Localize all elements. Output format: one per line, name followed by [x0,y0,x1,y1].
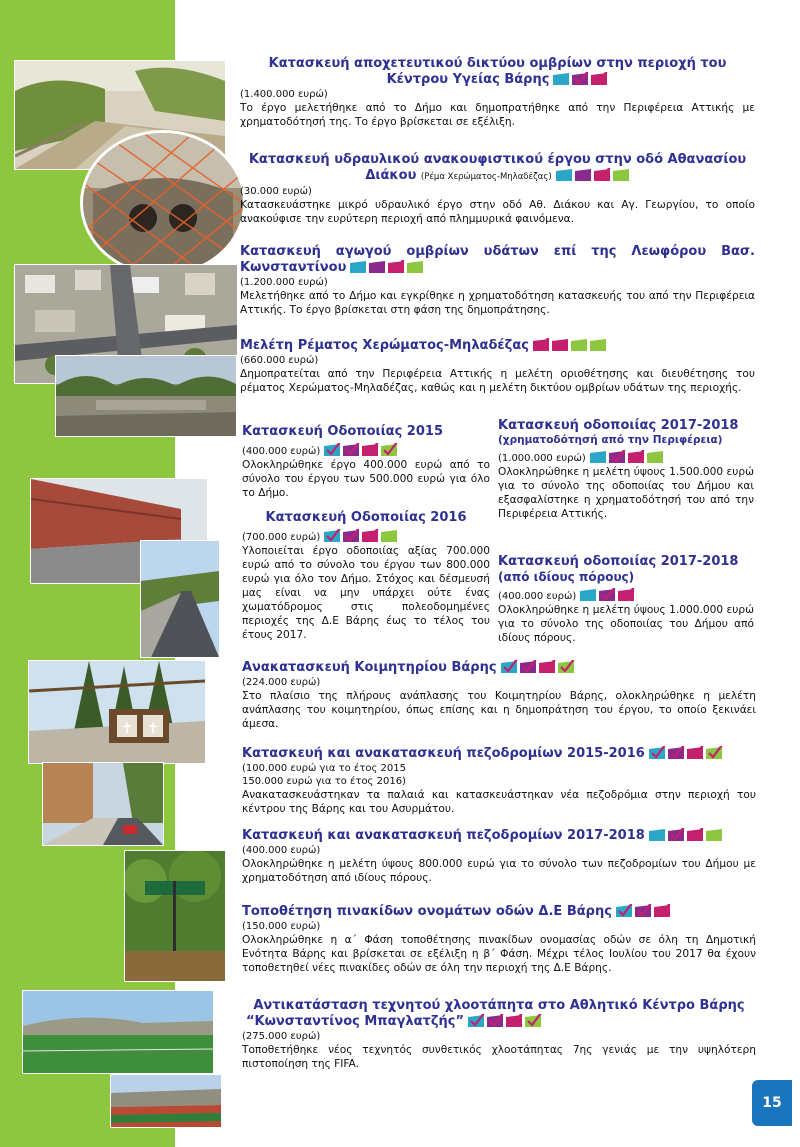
project-title: Κατασκευή αποχετευτικού δικτύου ομβρίων στην περιοχή του Κέντρου Υγείας Βάρης [268,56,727,87]
svg-text:✝: ✝ [147,721,159,737]
project-description: Ολοκληρώθηκε έργο 400.000 ευρώ από το σύνολο του έργου των 500.000 ευρώ για όλο το Δήμο. [242,459,490,499]
project-sidewalks-2017 [242,828,756,885]
status-marks-icon [552,72,608,86]
project-description: Δημοπρατείται από την Περιφέρεια Αττικής η μελέτη οριοθέτησης και διευθέτησης του ρέματος Χερώματος-Μηλαδέζας, καθώς και η μελέτη δικτύου ομβρίων υδάτων της περιοχής. [240,368,755,394]
project-amount: (1.400.000 ευρώ) [240,89,328,100]
project-description: Ολοκληρώθηκε η μελέτη ύψους 1.000.000 ευρώ για το σύνολο της οδοποιίας του Δήμου από ιδίους πόρους. [498,604,754,644]
project-title: Κατασκευή και ανακατασκευή πεζοδρομίων 2017-2018 [242,828,756,844]
project-title: Κατασκευή Οδοποιίας 2016 [265,510,467,525]
project-sidewalks-2015 [242,746,756,816]
project-artificial-turf [242,998,756,1071]
project-title: Αντικατάσταση τεχνητού χλοοτάπητα στο Αθλητικό Κέντρο Βάρης [253,998,745,1013]
status-marks-icon [615,904,671,918]
project-amount: (275.000 ευρώ) [242,1031,321,1042]
project-amount: (1.000.000 ευρώ) [498,450,754,465]
project-title: Κατασκευή οδοποιίας 2017-2018 [498,418,739,433]
project-description: Μελετήθηκε από το Δήμο και εγκρίθηκε η χρηματοδότηση κατασκευής του από την Περιφέρεια Αττικής. Το έργο βρίσκεται στη φάση της δημοπράτησης. [240,290,755,316]
project-title: Μελέτη Ρέματος Χερώματος-Μηλαδέζας [240,338,755,354]
svg-text:✝: ✝ [121,721,133,737]
project-street-signs [242,904,756,975]
photo-street-sign [124,850,226,982]
project-description: Τοποθετήθηκε νέος τεχνητός συνθετικός χλοοτάπητας 7ης γενιάς με την υψηλότερη πιστοποίηση της FIFA. [242,1044,756,1070]
project-amount-2: 150.000 ευρώ για το έτος 2016) [242,776,406,787]
project-title-2: “Κωνσταντίνος Μπαγλατζής” [246,1014,756,1030]
project-roads-2017-own [498,554,754,645]
status-marks-icon [648,746,723,760]
project-storm-sewer-avenue [240,244,755,317]
project-title: Ανακατασκευή Κοιμητηρίου Βάρης [242,660,756,676]
photo-stream-bridge [55,355,237,437]
project-amount: (224.000 ευρώ) [242,677,321,688]
project-description: Υλοποιείται έργο οδοποιίας αξίας 700.000 ευρώ από το σύνολο του έργου των 800.000 ευρώ για όλο τον Δήμο. Στόχος και δέσμευσή μας είναι να μην υπάρχει ούτε ένας χωματόδρομος στις πολεοδομημένες περιοχές της Δ.Ε Βάρης έως το τέλος του έτους 2017. [242,545,490,641]
project-roads-2015 [242,424,490,500]
project-title: Κατασκευή οδοποιίας 2017-2018 [498,554,739,569]
status-marks-icon [579,588,635,602]
status-marks-icon [555,168,630,182]
project-subtitle: (από ιδίους πόρους) [498,570,635,584]
project-title: Κατασκευή Οδοποιίας 2015 [242,424,443,439]
project-title: Κατασκευή και ανακατασκευή πεζοδρομίων 2015-2016 [242,746,756,762]
project-cemetery [242,660,756,731]
project-description: Ολοκληρώθηκε η μελέτη ύψους 800.000 ευρώ για το σύνολο των πεζοδρομίων του Δήμου με χρηματοδότηση από ιδίους πόρους. [242,858,756,884]
project-description: Στο πλαίσιο της πλήρους ανάπλασης του Κοιμητηρίου Βάρης, ολοκληρώθηκε η μελέτη ανάπλασης του κοιμητηρίου, όπως επίσης και η δημοπράτηση του έργου, το οποίο ξεκινάει άμεσα. [242,690,756,730]
status-marks-icon [467,1014,542,1028]
project-subtitle: (χρηματοδότησή από την Περιφέρεια) [498,434,723,446]
project-amount: (30.000 ευρώ) [240,186,312,197]
status-marks-icon [589,450,664,464]
project-stream-study [240,338,755,395]
project-amount: (660.000 ευρώ) [240,355,319,366]
project-description: Ολοκληρώθηκε η μελέτη ύψους 1.500.000 ευρώ για το σύνολο της οδοποιίας του Δήμου και εξασφαλίστηκε η χρηματοδότησή του από την Περιφέρεια Αττικής. [498,466,754,520]
project-description: Ανακατασκευάστηκαν τα παλαιά και κατασκευάστηκαν νέα πεζοδρόμια στην περιοχή του κέντρου της Βάρης και του Ασυρμάτου. [242,789,756,815]
project-description: Ολοκληρώθηκε η α΄ Φάση τοποθέτησης πινακίδων ονομασίας οδών σε όλη τη Δημοτική Ενότητα Βάρης και βρίσκεται σε εξέλιξη η β΄ Φάση. Μέχρι τέλος Ιουλίου του 2017 θα έχουν τοποθετηθεί νέες πινακίδες οδών σε όλη την περιοχή της Δ.Ε Βάρης. [242,934,756,974]
project-subtitle: (Ρέμα Χερώματος-Μηλαδέζας) [420,172,552,182]
status-marks-icon [349,260,424,274]
project-amount: (400.000 ευρώ) [242,443,490,458]
project-roads-2017-region [498,418,754,521]
project-amount: (400.000 ευρώ) [498,588,754,603]
project-title: Τοποθέτηση πινακίδων ονομάτων οδών Δ.Ε Βάρης [242,904,756,920]
project-description: Το έργο μελετήθηκε από το Δήμο και δημοπρατήθηκε από την Περιφέρεια Αττικής με χρηματοδότησή της. Το έργο βρίσκεται σε εξέλιξη. [240,102,755,128]
status-marks-icon [648,828,723,842]
page-number: 15 [752,1080,792,1126]
status-marks-icon [323,443,398,457]
project-title: Κατασκευή υδραυλικού ανακουφιστικού έργου στην οδό Αθανασίου Διάκου (Ρέμα Χερώματος-Μηλαδέζας) [248,152,747,183]
project-amount: (150.000 ευρώ) [242,921,321,932]
status-marks-icon [532,338,607,352]
project-drainage-health-center [240,56,755,129]
project-title: Κατασκευή αγωγού ομβρίων υδάτων επί της Λεωφόρου Βασ. Κωνσταντίνου [240,244,755,275]
photo-stadium-track [110,1074,222,1128]
photo-sports-field [22,990,214,1074]
project-hydraulic-diakou [240,152,755,226]
project-amount: (100.000 ευρώ για το έτος 2015 [242,763,406,774]
photo-cemetery [28,660,206,764]
photo-hydraulic-culvert [80,130,246,276]
project-roads-2016 [242,510,490,642]
project-amount: (1.200.000 ευρώ) [240,277,328,288]
project-description: Κατασκευάστηκε μικρό υδραυλικό έργο στην οδό Αθ. Διάκου και Αγ. Γεωργίου, το οποίο ανακούφισε την ευρύτερη περιοχή από πλημμυρικά φαινόμενα. [240,199,755,225]
project-amount: (400.000 ευρώ) [242,845,321,856]
project-amount: (700.000 ευρώ) [242,529,490,544]
status-marks-icon [323,529,398,543]
photo-sidewalk [42,762,164,846]
photo-new-road [140,540,220,658]
status-marks-icon [500,660,575,674]
